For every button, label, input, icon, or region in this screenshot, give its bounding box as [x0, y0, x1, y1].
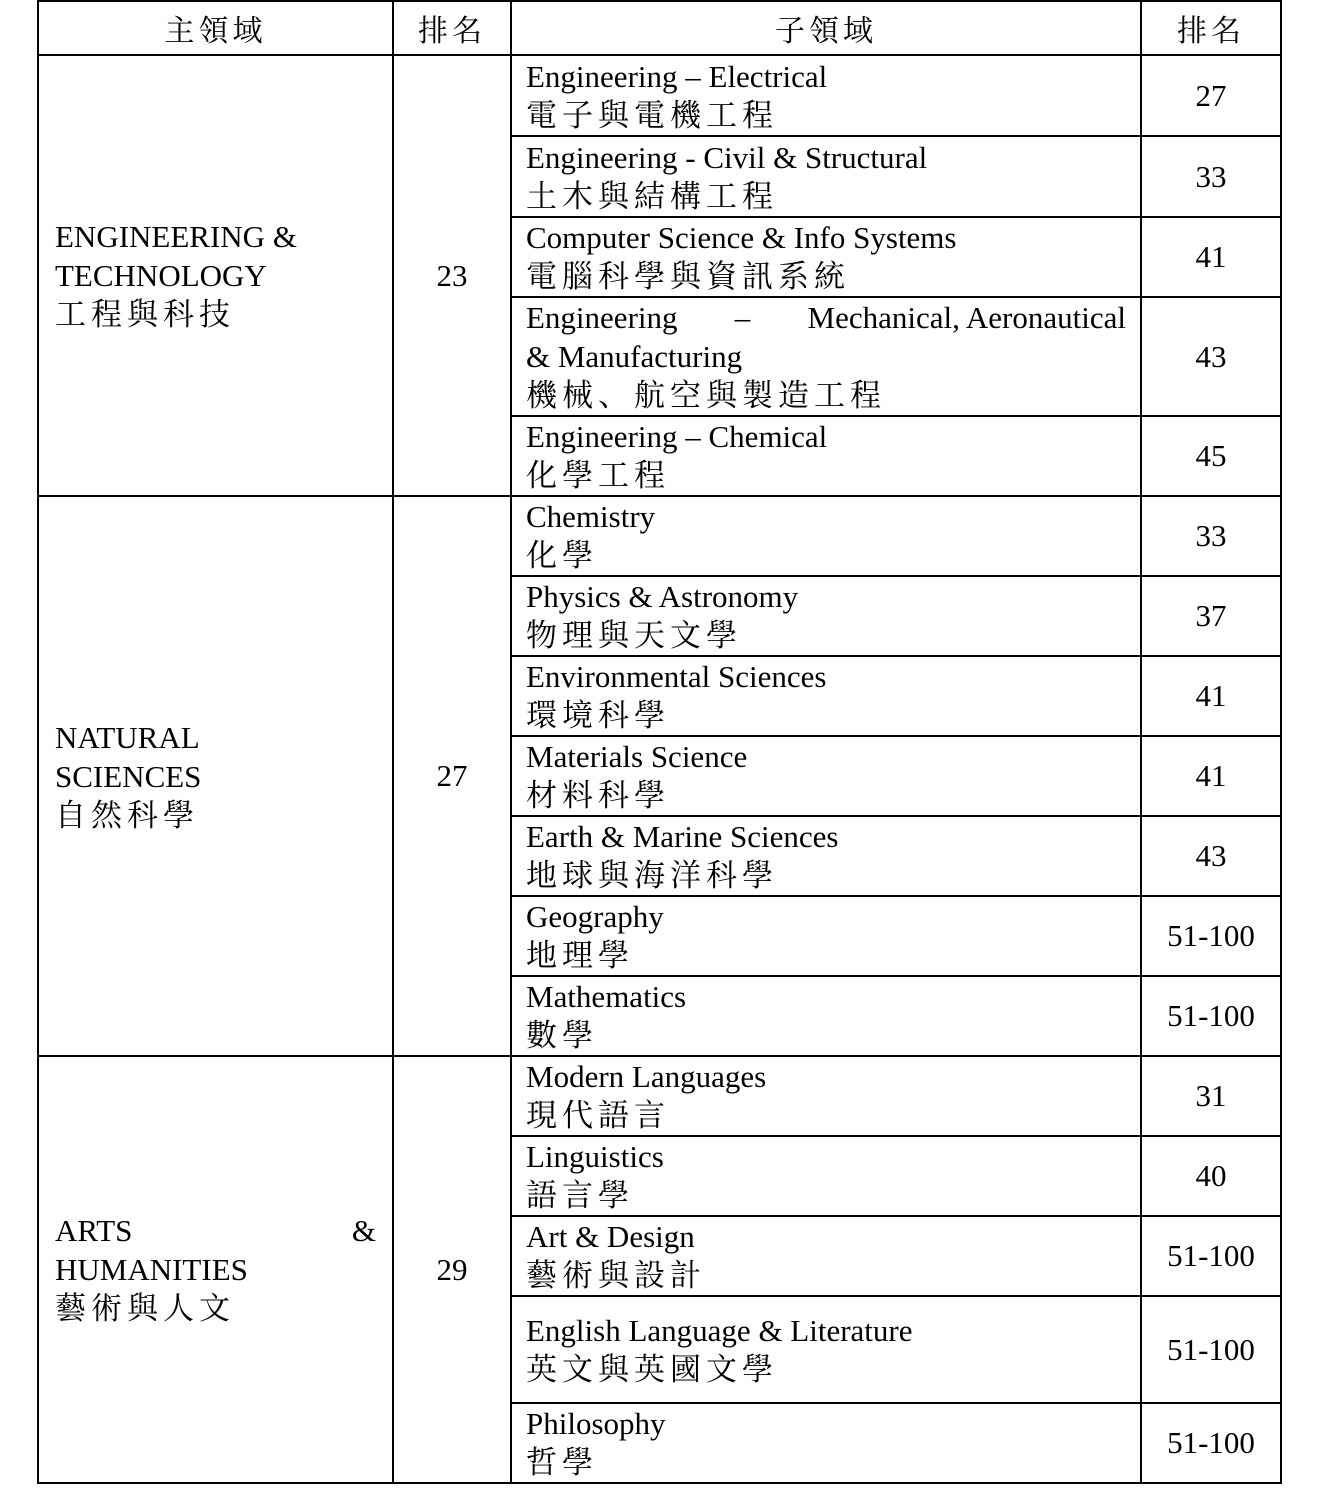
sub-rank: 51-100 — [1141, 896, 1281, 976]
sub-field: Geography 地理學 — [511, 896, 1141, 976]
sub-rank: 51-100 — [1141, 1216, 1281, 1296]
sub-rank: 45 — [1141, 416, 1281, 496]
main-field-arts-humanities: ARTS & HUMANITIES 藝術與人文 — [38, 1056, 393, 1483]
main-rank-natural-sciences: 27 — [393, 496, 511, 1056]
sub-field: Physics & Astronomy 物理與天文學 — [511, 576, 1141, 656]
sub-rank: 27 — [1141, 55, 1281, 136]
header-row — [38, 1, 1281, 55]
main-rank-arts-humanities: 29 — [393, 1056, 511, 1483]
sub-rank: 33 — [1141, 496, 1281, 576]
sub-rank: 40 — [1141, 1136, 1281, 1216]
sub-rank: 33 — [1141, 136, 1281, 217]
sub-rank: 51-100 — [1141, 1296, 1281, 1403]
main-field-engineering: ENGINEERING & TECHNOLOGY 工程與科技 — [38, 55, 393, 496]
table-row — [38, 496, 1281, 576]
sub-rank: 41 — [1141, 736, 1281, 816]
header-main-field: 主領域 — [38, 1, 393, 55]
sub-field: Linguistics 語言學 — [511, 1136, 1141, 1216]
sub-field: Materials Science 材料科學 — [511, 736, 1141, 816]
main-field-natural-sciences: NATURAL SCIENCES 自然科學 — [38, 496, 393, 1056]
sub-field: Engineering - Civil & Structural 土木與結構工程 — [511, 136, 1141, 217]
header-sub-field: 子領域 — [511, 1, 1141, 55]
sub-rank: 43 — [1141, 816, 1281, 896]
sub-rank: 37 — [1141, 576, 1281, 656]
sub-field: Mathematics 數學 — [511, 976, 1141, 1056]
sub-rank: 51-100 — [1141, 976, 1281, 1056]
sub-field: English Language & Literature 英文與英國文學 — [511, 1296, 1141, 1403]
header-sub-rank: 排名 — [1141, 1, 1281, 55]
sub-field: Engineering – Mechanical, Aeronautical & Manufacturing 機械、航空與製造工程 — [511, 297, 1141, 416]
table-row — [38, 1056, 1281, 1136]
ranking-table — [37, 0, 1282, 1484]
sub-field: Earth & Marine Sciences 地球與海洋科學 — [511, 816, 1141, 896]
sub-field: Modern Languages 現代語言 — [511, 1056, 1141, 1136]
sub-rank: 31 — [1141, 1056, 1281, 1136]
sub-field: Environmental Sciences 環境科學 — [511, 656, 1141, 736]
sub-rank: 51-100 — [1141, 1403, 1281, 1483]
sub-rank: 41 — [1141, 656, 1281, 736]
sub-field: Engineering – Electrical 電子與電機工程 — [511, 55, 1141, 136]
sub-rank: 41 — [1141, 217, 1281, 297]
sub-field: Computer Science & Info Systems 電腦科學與資訊系統 — [511, 217, 1141, 297]
main-rank-engineering: 23 — [393, 55, 511, 496]
sub-field: Art & Design 藝術與設計 — [511, 1216, 1141, 1296]
sub-rank: 43 — [1141, 297, 1281, 416]
table-row — [38, 55, 1281, 136]
header-main-rank: 排名 — [393, 1, 511, 55]
sub-field: Philosophy 哲學 — [511, 1403, 1141, 1483]
sub-field: Engineering – Chemical 化學工程 — [511, 416, 1141, 496]
sub-field: Chemistry 化學 — [511, 496, 1141, 576]
